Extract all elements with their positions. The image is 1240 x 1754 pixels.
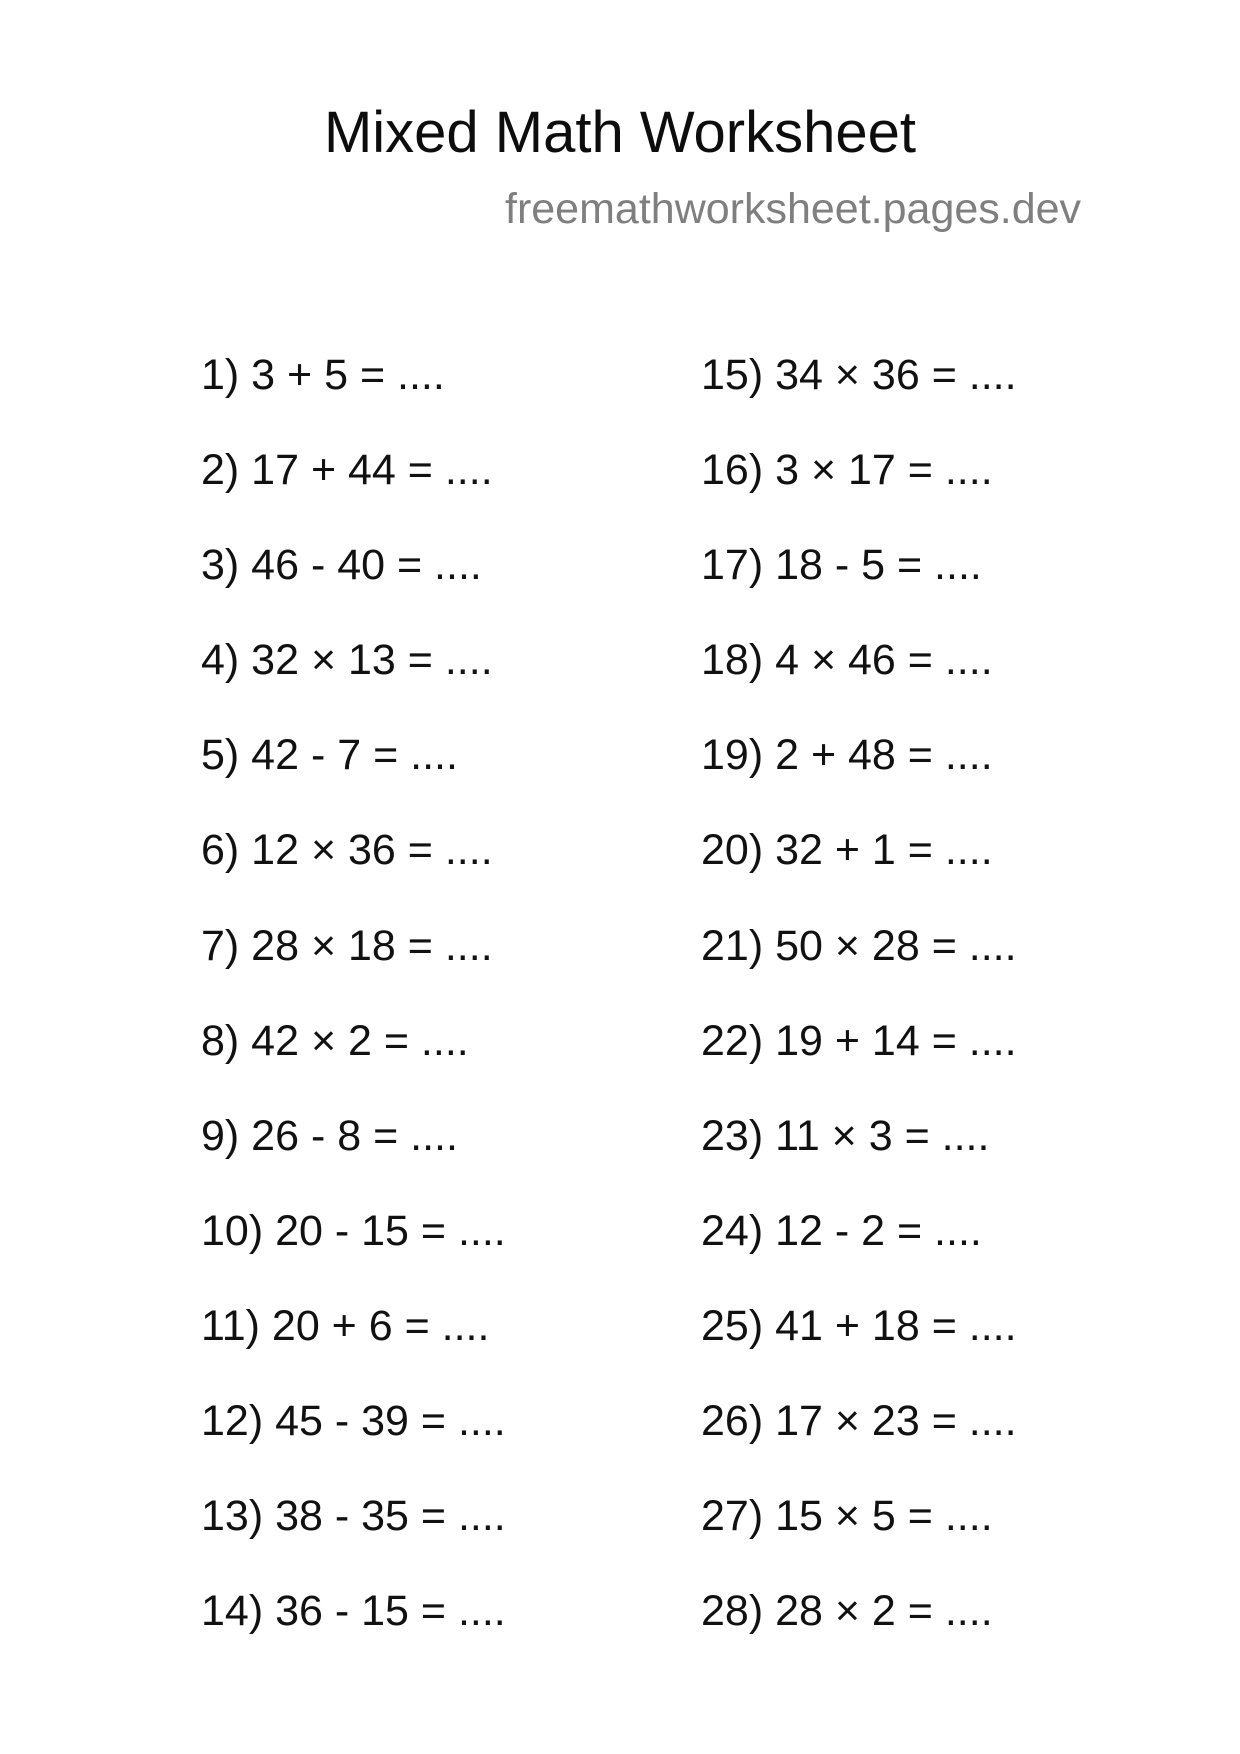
problem-item: 16) 3 × 17 = .... [701, 446, 993, 495]
problem-item: 27) 15 × 5 = .... [701, 1492, 993, 1541]
problem-item: 6) 12 × 36 = .... [201, 826, 493, 875]
problem-item: 28) 28 × 2 = .... [701, 1587, 993, 1636]
problem-item: 14) 36 - 15 = .... [201, 1587, 506, 1636]
problem-item: 4) 32 × 13 = .... [201, 636, 493, 685]
problem-item: 22) 19 + 14 = .... [701, 1016, 1017, 1065]
problem-item: 3) 46 - 40 = .... [201, 541, 482, 590]
problem-item: 19) 2 + 48 = .... [701, 731, 993, 780]
problem-item: 1) 3 + 5 = .... [201, 351, 445, 399]
problem-item: 21) 50 × 28 = .... [701, 921, 1017, 970]
problem-column-right [701, 350, 1017, 1681]
problem-item: 23) 11 × 3 = .... [701, 1111, 990, 1160]
problem-item: 10) 20 - 15 = .... [201, 1206, 506, 1255]
problem-item: 13) 38 - 35 = .... [201, 1492, 506, 1541]
problem-item: 24) 12 - 2 = .... [701, 1206, 982, 1255]
page-title: Mixed Math Worksheet [323, 100, 917, 165]
problem-item: 2) 17 + 44 = .... [201, 446, 493, 495]
problem-item: 25) 41 + 18 = .... [701, 1301, 1017, 1350]
problem-item: 17) 18 - 5 = .... [701, 541, 982, 590]
problem-item: 12) 45 - 39 = .... [201, 1397, 506, 1446]
problem-item: 7) 28 × 18 = .... [201, 921, 493, 970]
problem-item: 18) 4 × 46 = .... [701, 636, 993, 685]
problem-item: 15) 34 × 36 = .... [701, 351, 1017, 399]
problem-item: 20) 32 + 1 = .... [701, 826, 993, 875]
problem-item: 5) 42 - 7 = .... [201, 731, 458, 780]
problem-column-left [201, 350, 506, 1681]
problem-item: 8) 42 × 2 = .... [201, 1016, 469, 1065]
problem-item: 9) 26 - 8 = .... [201, 1111, 458, 1160]
problem-item: 11) 20 + 6 = .... [201, 1301, 490, 1350]
source-url: freemathworksheet.pages.dev [505, 185, 1082, 233]
problem-item: 26) 17 × 23 = .... [701, 1397, 1017, 1446]
